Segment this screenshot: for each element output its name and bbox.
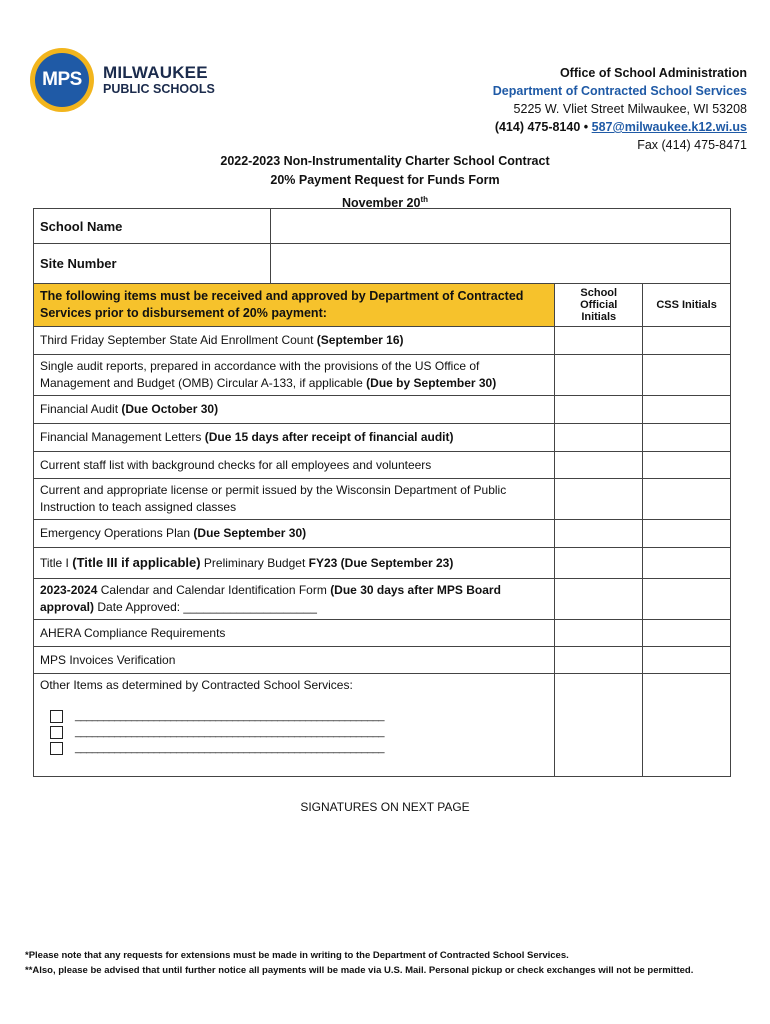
official-initials-cell[interactable]	[555, 548, 643, 579]
official-initials-cell[interactable]	[555, 327, 643, 355]
requirement-row	[34, 647, 731, 674]
email-link[interactable]: 587@milwaukee.k12.wi.us	[591, 120, 747, 134]
official-initials-cell[interactable]	[555, 479, 643, 520]
logo-line2: PUBLIC SCHOOLS	[103, 82, 215, 97]
site-number-row	[34, 244, 731, 284]
contact-line	[493, 118, 747, 136]
requirements-header-row	[34, 284, 731, 327]
fax-number: Fax (414) 475-8471	[637, 138, 747, 152]
css-initials-cell[interactable]	[643, 579, 731, 620]
title-date-suffix: th	[420, 195, 429, 204]
official-initials-cell[interactable]	[555, 674, 643, 777]
site-number-field[interactable]	[270, 244, 730, 284]
requirement-row	[34, 579, 731, 620]
street-address: 5225 W. Vliet Street Milwaukee, WI 53208	[513, 102, 747, 116]
office-address-block	[493, 64, 747, 154]
site-number-label: Site Number	[34, 244, 271, 284]
requirement-row	[34, 548, 731, 579]
official-initials-cell[interactable]	[555, 520, 643, 548]
invoices-item: MPS Invoices Verification	[34, 647, 555, 674]
requirement-row	[34, 396, 731, 424]
requirement-item: Single audit reports, prepared in accordance with the provisions of the US Office of Management and Budget (OMB) Circular A-133, if applicable (Due by September 30)	[34, 355, 555, 396]
requirement-row	[34, 424, 731, 452]
css-initials-cell[interactable]	[643, 620, 731, 647]
title-line2: 20% Payment Request for Funds Form	[270, 173, 500, 187]
css-initials-cell[interactable]	[643, 548, 731, 579]
requirements-heading: The following items must be received and approved by Department of Contracted Services prior to disbursement of 20% payment:	[34, 284, 555, 327]
logo-wordmark	[103, 64, 215, 96]
school-name-row	[34, 209, 731, 244]
official-initials-cell[interactable]	[555, 396, 643, 424]
css-initials-cell[interactable]	[643, 452, 731, 479]
requirement-item: Current and appropriate license or permit issued by the Wisconsin Department of Public Instruction to teach assigned classes	[34, 479, 555, 520]
css-initials-cell[interactable]	[643, 355, 731, 396]
other-item-line	[40, 724, 548, 740]
logo-line1: MILWAUKEE	[103, 63, 208, 83]
css-initials-cell[interactable]	[643, 674, 731, 777]
logo-mark: MPS	[35, 53, 89, 107]
official-initials-cell[interactable]	[555, 424, 643, 452]
requirement-row	[34, 479, 731, 520]
calendar-item: 2023-2024 Calendar and Calendar Identification Form (Due 30 days after MPS Board approval) Date Approved: ____________________	[34, 579, 555, 620]
logo-circle-icon	[30, 48, 94, 112]
other-items-row	[34, 674, 731, 777]
footnotes	[25, 948, 693, 978]
css-initials-cell[interactable]	[643, 479, 731, 520]
official-initials-cell[interactable]	[555, 355, 643, 396]
checkbox[interactable]	[50, 726, 63, 739]
css-initials-header: CSS Initials	[643, 284, 731, 327]
footnote-mail: **Also, please be advised that until further notice all payments will be made via U.S. Mail. Personal pickup or check exchanges will not be permitted.	[25, 965, 694, 976]
other-item-line	[40, 740, 548, 756]
school-name-field[interactable]	[270, 209, 730, 244]
blank-line[interactable]: _______________________________________________________	[75, 709, 384, 722]
requirement-row	[34, 327, 731, 355]
requirement-row	[34, 452, 731, 479]
footnote-extensions: *Please note that any requests for extensions must be made in writing to the Department of Contracted School Services.	[25, 950, 569, 961]
school-name-label: School Name	[34, 209, 271, 244]
official-initials-cell[interactable]	[555, 620, 643, 647]
checkbox[interactable]	[50, 742, 63, 755]
school-official-initials-header: School Official Initials	[555, 284, 643, 327]
form-title	[0, 152, 770, 213]
css-initials-cell[interactable]	[643, 327, 731, 355]
department-name: Department of Contracted School Services	[492, 84, 747, 98]
css-initials-cell[interactable]	[643, 647, 731, 674]
title-date: November 20	[341, 196, 421, 211]
requirement-item: Current staff list with background checks for all employees and volunteers	[34, 452, 555, 479]
other-items-cell	[34, 674, 555, 777]
requirement-item: Financial Audit (Due October 30)	[34, 396, 555, 424]
css-initials-cell[interactable]	[643, 396, 731, 424]
requirement-item: Financial Management Letters (Due 15 days after receipt of financial audit)	[34, 424, 555, 452]
requirement-item: Third Friday September State Aid Enrollment Count (September 16)	[34, 327, 555, 355]
title-one-budget-item: Title I (Title III if applicable) Preliminary Budget FY23 (Due September 23)	[34, 548, 555, 579]
official-initials-cell[interactable]	[555, 647, 643, 674]
blank-line[interactable]: _______________________________________________________	[75, 741, 384, 754]
bullet-separator: •	[583, 120, 589, 134]
mps-logo	[30, 48, 215, 112]
blank-line[interactable]: _______________________________________________________	[75, 725, 384, 738]
requirement-row	[34, 520, 731, 548]
requirements-table	[33, 208, 731, 777]
requirement-row	[34, 620, 731, 647]
signatures-note: SIGNATURES ON NEXT PAGE	[300, 800, 470, 814]
css-initials-cell[interactable]	[643, 520, 731, 548]
requirement-item: Emergency Operations Plan (Due September 30)	[34, 520, 555, 548]
title-line1: 2022-2023 Non-Instrumentality Charter School Contract	[220, 154, 550, 168]
css-initials-cell[interactable]	[643, 424, 731, 452]
other-item-line	[40, 708, 548, 724]
phone-number: (414) 475-8140	[494, 120, 581, 134]
office-name: Office of School Administration	[559, 66, 747, 80]
official-initials-cell[interactable]	[555, 452, 643, 479]
official-initials-cell[interactable]	[555, 579, 643, 620]
other-items-label: Other Items as determined by Contracted School Services:	[40, 678, 353, 692]
checkbox[interactable]	[50, 710, 63, 723]
ahera-item: AHERA Compliance Requirements	[34, 620, 555, 647]
requirement-row	[34, 355, 731, 396]
